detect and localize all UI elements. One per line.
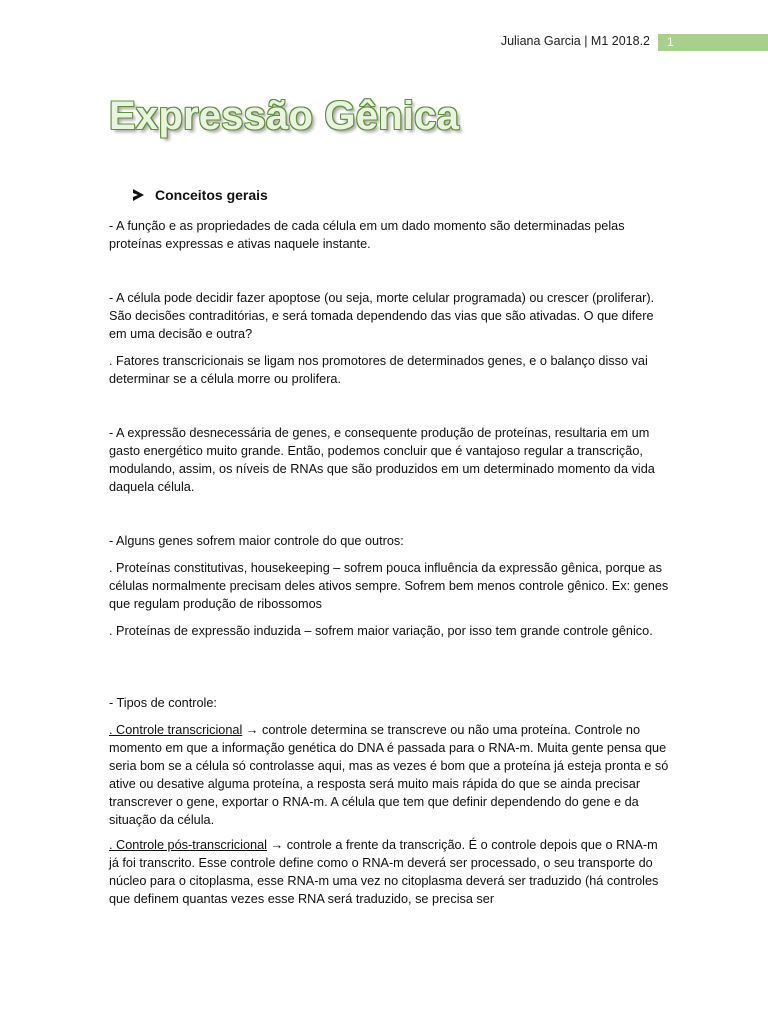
paragraph-text: - A expressão desnecessária de genes, e consequente produção de proteínas, resultaria em um gasto energético muito grande. Então, podemos concluir que é vantajoso regular a transcrição, modulando, assim, os níveis de RNAs que são produzidos em um determinado momento da vida daquela célula. [109, 426, 655, 494]
section-heading [133, 187, 268, 203]
paragraph-label: . Controle pós-transcricional [109, 838, 267, 852]
paragraph-9 [109, 721, 669, 829]
paragraph-1 [109, 217, 669, 253]
header-author-course: Juliana Garcia | M1 2018.2 [500, 34, 650, 48]
section-heading-text: Conceitos gerais [155, 187, 268, 203]
paragraph-4 [109, 424, 669, 496]
document-title: Expressão Gênica [109, 94, 460, 138]
paragraph-text: . Proteínas de expressão induzida – sofrem maior variação, por isso tem grande controle gênico. [109, 624, 653, 638]
paragraph-label: . Controle transcricional [109, 723, 243, 737]
paragraph-10 [109, 836, 669, 908]
paragraph-text: - A célula pode decidir fazer apoptose (ou seja, morte celular programada) ou crescer (proliferar). São decisões contraditórias, e será tomada dependendo das vias que são ativadas. O que difere em uma decisão e outra? [109, 291, 655, 341]
paragraph-7 [109, 622, 669, 640]
paragraph-2 [109, 289, 669, 343]
arrow-bullet-icon [133, 189, 144, 201]
paragraph-text: . Proteínas constitutivas, housekeeping – sofrem pouca influência da expressão gênica, porque as células normalmente precisam deles ativos sempre. Sofrem bem menos controle gênico. Ex: genes que regulam produção de ribossomos [109, 561, 669, 611]
page-number-badge: 1 [658, 34, 768, 51]
paragraph-3 [109, 352, 669, 388]
paragraph-text: → controle a frente da transcrição. É o controle depois que o RNA-m já foi transcrito. Esse controle define como o RNA-m deverá ser processado, o seu transporte do núcleo para o citoplasma, esse RNA-m uma vez no citoplasma deverá ser traduzido (há controles que definem quantas vezes esse RNA será traduzido, se precisa ser [109, 838, 659, 906]
paragraph-text: - Tipos de controle: [109, 696, 217, 710]
paragraph-6 [109, 559, 669, 613]
paragraph-text: → controle determina se transcreve ou não uma proteína. Controle no momento em que a informação genética do DNA é passada para o RNA-m. Muita gente pensa que seria bom se a célula só controlasse aqui, mas as vezes é bom que a proteína já esteja pronta e só ative ou desative alguma proteína, a resposta será muito mais rápida do que se ainda precisar transcrever o gene, exportar o RNA-m. A célula que tem que definir dependendo do gene e da situação da célula. [109, 723, 669, 827]
paragraph-text: . Fatores transcricionais se ligam nos promotores de determinados genes, e o balanço disso vai determinar se a célula morre ou prolifera. [109, 354, 648, 386]
paragraph-5 [109, 532, 669, 550]
paragraph-text: - A função e as propriedades de cada célula em um dado momento são determinadas pelas proteínas expressas e ativas naquele instante. [109, 219, 625, 251]
paragraph-text: - Alguns genes sofrem maior controle do que outros: [109, 534, 404, 548]
paragraph-8 [109, 694, 669, 712]
